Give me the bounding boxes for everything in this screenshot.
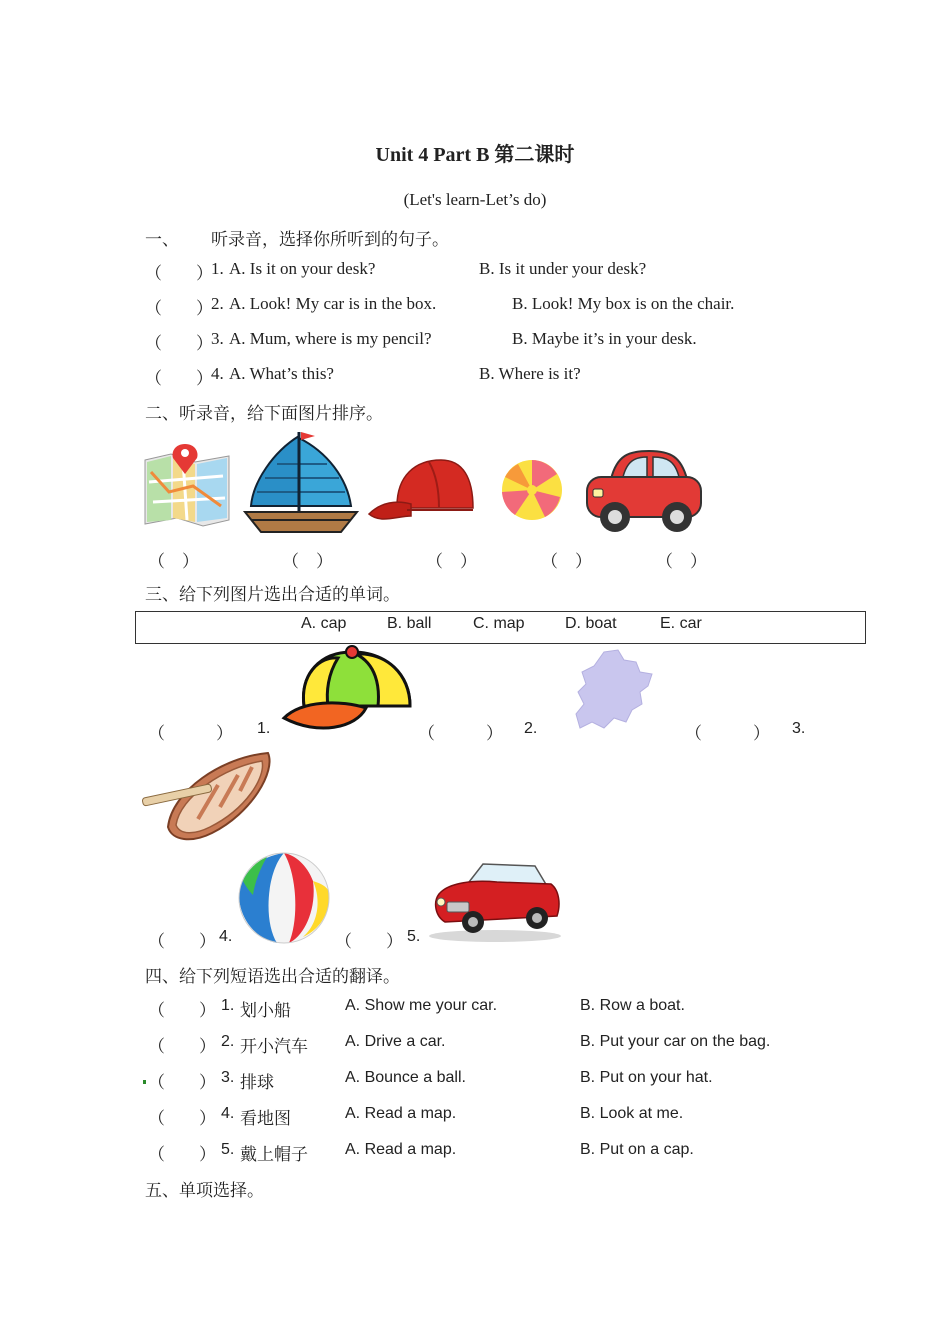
answer-bracket[interactable]: （ ） [148, 724, 233, 743]
question-number: 5. [221, 1141, 235, 1158]
option-a: A. Bounce a ball. [345, 1069, 466, 1086]
option-b: B. Where is it? [479, 364, 581, 383]
order-bracket[interactable]: （ ） [282, 552, 333, 571]
answer-bracket[interactable]: （ ） [335, 932, 403, 951]
word-option: C. map [473, 615, 525, 632]
word-option: E. car [660, 615, 702, 632]
item-number: 1. [257, 720, 271, 737]
stray-mark [143, 1080, 146, 1084]
page-subtitle: (Let's learn-Let’s do) [403, 190, 547, 209]
section5-heading: 五、单项选择。 [145, 1181, 264, 1200]
map-region-picture [574, 648, 656, 732]
answer-bracket[interactable]: （ ） [145, 299, 213, 318]
answer-bracket[interactable]: （ ） [148, 1073, 216, 1092]
answer-bracket[interactable]: （ ） [145, 334, 213, 353]
section3-heading: 三、给下列图片选出合适的单词。 [145, 585, 400, 604]
item-number: 4. [219, 928, 233, 945]
question-number: 3. [211, 329, 224, 348]
chinese-phrase: 开小汽车 [240, 1037, 308, 1056]
answer-bracket[interactable]: （ ） [145, 369, 213, 388]
chinese-phrase: 排球 [240, 1073, 274, 1092]
section1-heading-number: 一、 [145, 230, 179, 249]
answer-bracket[interactable]: （ ） [148, 1001, 216, 1020]
answer-bracket[interactable]: （ ） [418, 724, 503, 743]
page-title: Unit 4 Part B 第二课时 [375, 144, 575, 166]
chinese-phrase: 看地图 [240, 1109, 291, 1128]
item-number: 2. [524, 720, 538, 737]
option-b: B. Put on a cap. [580, 1141, 694, 1158]
question-number: 2. [211, 294, 224, 313]
section1-heading: 听录音，选择你所听到的句子。 [211, 230, 449, 249]
option-b: B. Look! My box is on the chair. [512, 294, 735, 313]
question-number: 2. [221, 1033, 235, 1050]
item-number: 3. [792, 720, 806, 737]
question-number: 1. [221, 997, 235, 1014]
option-a: A. Is it on your desk? [229, 259, 376, 278]
option-b: B. Row a boat. [580, 997, 685, 1014]
order-bracket[interactable]: （ ） [541, 552, 592, 571]
sailboat-picture [243, 432, 361, 536]
chinese-phrase: 划小船 [240, 1001, 291, 1020]
option-b: B. Is it under your desk? [479, 259, 647, 278]
order-bracket[interactable]: （ ） [148, 552, 199, 571]
beach-ball-picture [501, 459, 563, 521]
chinese-phrase: 戴上帽子 [240, 1145, 308, 1164]
question-number: 4. [221, 1105, 235, 1122]
option-b: B. Put your car on the bag. [580, 1033, 771, 1050]
option-a: A. Mum, where is my pencil? [229, 329, 432, 348]
striped-ball-picture [237, 851, 331, 945]
answer-bracket[interactable]: （ ） [148, 1145, 216, 1164]
rowboat-picture [142, 751, 276, 843]
item-number: 5. [407, 928, 421, 945]
option-a: A. Look! My car is in the box. [229, 294, 437, 313]
map-picture [143, 442, 231, 526]
word-option: D. boat [565, 615, 617, 632]
option-a: A. Read a map. [345, 1141, 457, 1158]
answer-bracket[interactable]: （ ） [685, 724, 770, 743]
option-a: A. Drive a car. [345, 1033, 446, 1050]
word-option: B. ball [387, 615, 432, 632]
question-number: 4. [211, 364, 224, 383]
answer-bracket[interactable]: （ ） [148, 1037, 216, 1056]
word-bank [135, 611, 866, 644]
option-b: B. Look at me. [580, 1105, 684, 1122]
red-cap-picture [367, 458, 475, 526]
option-b: B. Maybe it’s in your desk. [512, 329, 697, 348]
section4-heading: 四、给下列短语选出合适的翻译。 [145, 967, 400, 986]
answer-bracket[interactable]: （ ） [145, 264, 213, 283]
answer-bracket[interactable]: （ ） [148, 1109, 216, 1128]
red-car-picture [583, 449, 705, 535]
colorful-cap-picture [282, 644, 414, 736]
section2-heading: 二、听录音，给下面图片排序。 [145, 404, 383, 423]
order-bracket[interactable]: （ ） [656, 552, 707, 571]
classic-car-picture [425, 860, 561, 942]
word-option: A. cap [301, 615, 347, 632]
question-number: 3. [221, 1069, 235, 1086]
option-a: A. Show me your car. [345, 997, 498, 1014]
option-a: A. What’s this? [229, 364, 334, 383]
option-b: B. Put on your hat. [580, 1069, 713, 1086]
option-a: A. Read a map. [345, 1105, 457, 1122]
order-bracket[interactable]: （ ） [426, 552, 477, 571]
question-number: 1. [211, 259, 224, 278]
answer-bracket[interactable]: （ ） [148, 932, 216, 951]
